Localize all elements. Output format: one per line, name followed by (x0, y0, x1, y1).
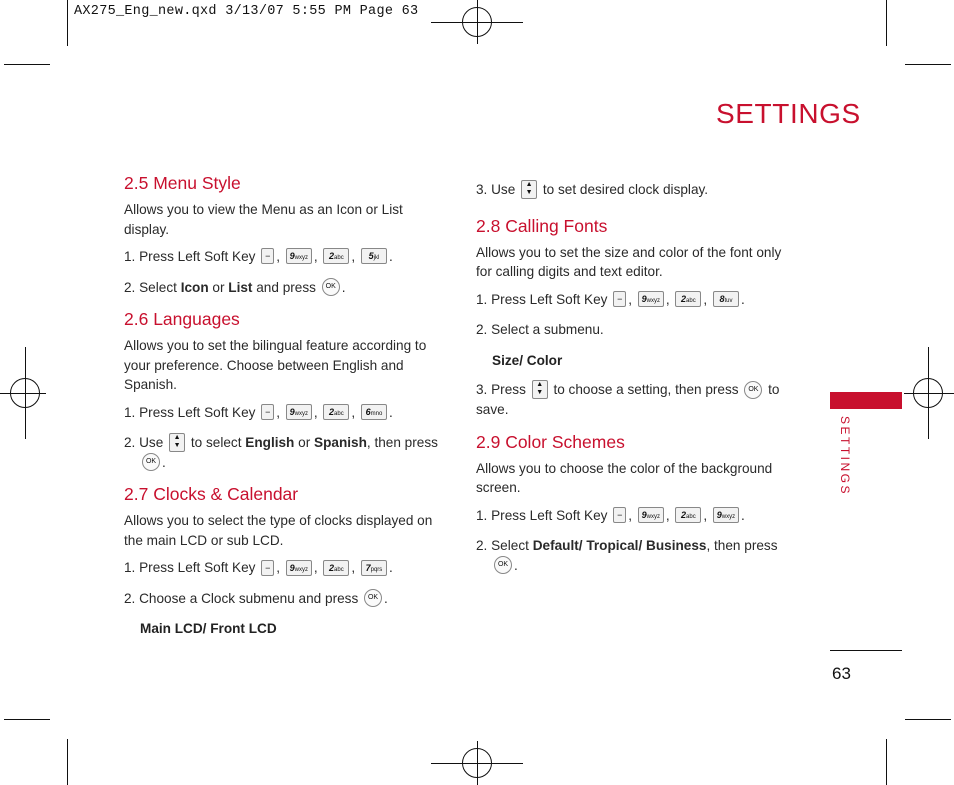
crop-mark (905, 64, 951, 65)
step-select-language: 2. Use ▲ ▼ to select English or Spanish, then press OK . (124, 433, 438, 470)
step-choose-clock: 2. Choose a Clock submenu and press OK . (124, 590, 388, 606)
step-choose-setting: 3. Press ▲ ▼ to choose a setting, then press OK to save. (476, 381, 780, 418)
ok-key-icon: OK (364, 589, 382, 607)
left-soft-key-icon: − (261, 404, 274, 420)
section-heading-clocks-calendar: 2.7 Clocks & Calendar (124, 484, 299, 505)
page-title: SETTINGS (716, 98, 861, 129)
section-description: Allows you to set the size and color of the font only for calling digits and text editor. (476, 244, 782, 280)
key-6-icon: 6mno (361, 404, 387, 420)
step-select-submenu: 2. Select a submenu. (476, 322, 604, 338)
nav-key-icon: ▲ ▼ (532, 380, 548, 399)
key-2-icon: 2abc (323, 248, 349, 264)
section-heading-calling-fonts: 2.8 Calling Fonts (476, 215, 608, 236)
step-set-clock-display: 3. Use ▲ ▼ to set desired clock display. (476, 180, 709, 197)
key-5-icon: 5jkl (361, 248, 387, 264)
left-soft-key-icon: − (613, 291, 626, 307)
side-tab-bar (830, 392, 902, 409)
section-description: Allows you to select the type of clocks displayed on the main LCD or sub LCD. (124, 513, 433, 548)
step-press-keys: 1. Press Left Soft Key − , 9wxyz , 2abc , 9wxyz . (476, 507, 745, 523)
crop-mark (886, 0, 887, 46)
ok-key-icon: OK (322, 278, 340, 296)
section-description: Allows you to view the Menu as an Icon or List display. (124, 202, 403, 237)
key-9-icon: 9wxyz (713, 507, 739, 523)
crop-mark (67, 0, 68, 46)
key-9-icon: 9wxyz (286, 248, 312, 264)
step-select-scheme: 2. Select Default/ Tropical/ Business, then press OK . (476, 538, 778, 573)
ok-key-icon: OK (494, 556, 512, 574)
section-heading-menu-style: 2.5 Menu Style (124, 173, 241, 193)
crop-mark (4, 64, 50, 65)
right-column (476, 180, 796, 586)
step-press-keys: 1. Press Left Soft Key − , 9wxyz , 2abc , 5jkl . (124, 249, 393, 264)
submenu-options: Size/ Color (492, 352, 563, 368)
key-2-icon: 2abc (323, 404, 349, 420)
key-2-icon: 2abc (675, 291, 701, 307)
step-press-keys: 1. Press Left Soft Key − , 9wxyz , 2abc , 6mno . (124, 404, 393, 420)
left-soft-key-icon: − (261, 248, 274, 264)
left-soft-key-icon: − (613, 507, 626, 523)
left-column (124, 172, 444, 649)
ok-key-icon: OK (744, 381, 762, 399)
step-press-keys: 1. Press Left Soft Key − , 9wxyz , 2abc , 7pqrs . (124, 560, 393, 576)
crop-mark (4, 719, 50, 720)
key-2-icon: 2abc (675, 507, 701, 523)
nav-key-icon: ▲ ▼ (169, 433, 185, 452)
key-2-icon: 2abc (323, 560, 349, 576)
step-select-menu-style: 2. Select Icon or List and press OK . (124, 279, 346, 295)
side-tab-label: SETTINGS (838, 416, 852, 497)
page-number-rule (830, 650, 902, 651)
crop-mark (886, 739, 887, 785)
left-soft-key-icon: − (261, 560, 274, 576)
section-heading-color-schemes: 2.9 Color Schemes (476, 431, 625, 452)
key-9-icon: 9wxyz (638, 507, 664, 523)
key-7-icon: 7pqrs (361, 560, 387, 576)
nav-key-icon: ▲ ▼ (521, 180, 537, 199)
section-heading-languages: 2.6 Languages (124, 309, 240, 329)
section-description: Allows you to choose the color of the background screen. (476, 460, 773, 496)
crop-mark (67, 739, 68, 785)
key-9-icon: 9wxyz (638, 291, 664, 307)
submenu-options: Main LCD/ Front LCD (140, 621, 277, 637)
print-slug: AX275_Eng_new.qxd 3/13/07 5:55 PM Page 63 (74, 4, 419, 19)
key-9-icon: 9wxyz (286, 560, 312, 576)
crop-mark (905, 719, 951, 720)
step-press-keys: 1. Press Left Soft Key − , 9wxyz , 2abc , 8tuv . (476, 291, 745, 307)
key-9-icon: 9wxyz (286, 404, 312, 420)
ok-key-icon: OK (142, 453, 160, 471)
section-description: Allows you to set the bilingual feature according to your preference. Choose between English and Spanish. (124, 338, 427, 392)
key-8-icon: 8tuv (713, 291, 739, 307)
page-number: 63 (832, 664, 851, 683)
